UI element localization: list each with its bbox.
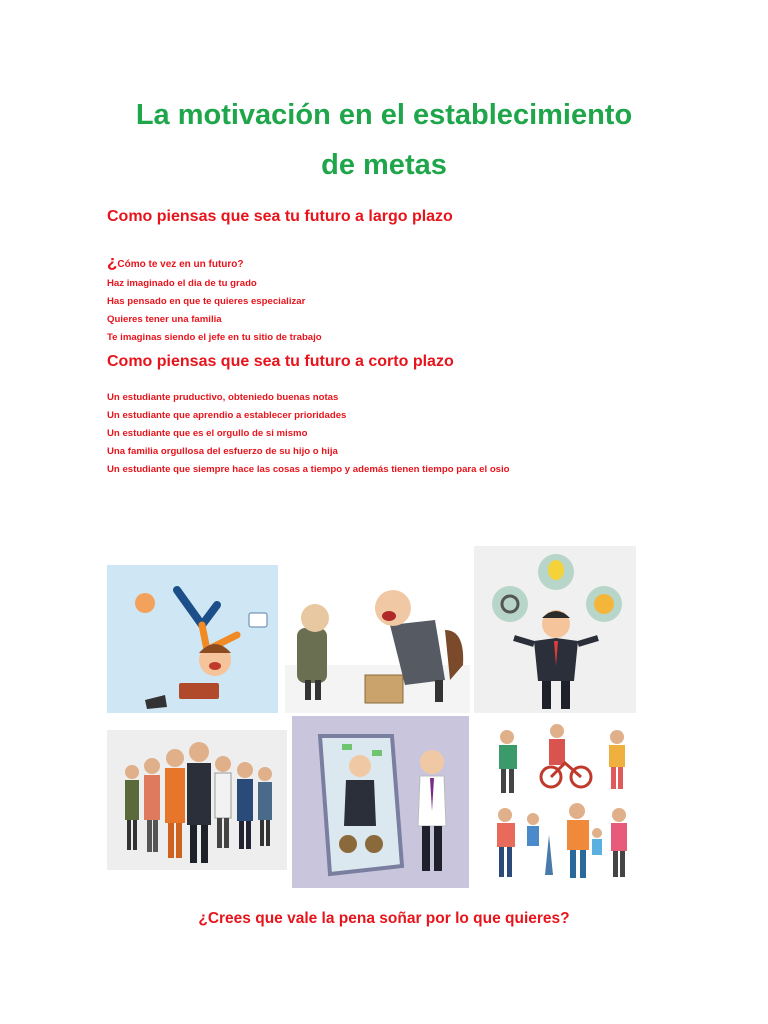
travelers-illustration: [485, 715, 640, 887]
short-term-heading: Como piensas que sea tu futuro a corto plazo: [107, 353, 454, 370]
question-mark: ¿: [107, 252, 118, 271]
short-term-list: [107, 389, 510, 479]
question-text: Cómo te vez en un futuro?: [117, 259, 244, 270]
closing-question: ¿Crees que vale la pena soñar por lo que quieres?: [198, 910, 570, 927]
business-team-illustration: [107, 730, 287, 870]
businessman-ideas-illustration: [474, 546, 636, 713]
list-item: Un estudiante pruductivo, obteniedo buenas notas: [107, 392, 339, 403]
list-item: Un estudiante que siempre hace las cosas a tiempo y además tienen tiempo para el osio: [107, 464, 510, 475]
page-title-line-2: de metas: [321, 149, 447, 181]
list-item: Quieres tener una familia: [107, 314, 222, 325]
list-item: Un estudiante que aprendio a establecer prioridades: [107, 410, 347, 421]
mirror-success-illustration: [292, 716, 469, 888]
long-term-heading: Como piensas que sea tu futuro a largo plazo: [107, 208, 453, 225]
falling-businessman-illustration: [107, 565, 278, 713]
list-item: Haz imaginado el dia de tu grado: [107, 278, 257, 289]
list-item: Has pensado en que te quieres especializar: [107, 296, 306, 307]
future-question: [107, 252, 244, 272]
long-term-list: [107, 275, 322, 347]
angry-boss-illustration: [285, 570, 470, 713]
page-title-line-1: La motivación en el establecimiento: [135, 99, 633, 131]
list-item: Te imaginas siendo el jefe en tu sitio de trabajo: [107, 332, 322, 343]
list-item: Un estudiante que es el orgullo de si mismo: [107, 428, 308, 439]
list-item: Una familia orgullosa del esfuerzo de su hijo o hija: [107, 446, 338, 457]
